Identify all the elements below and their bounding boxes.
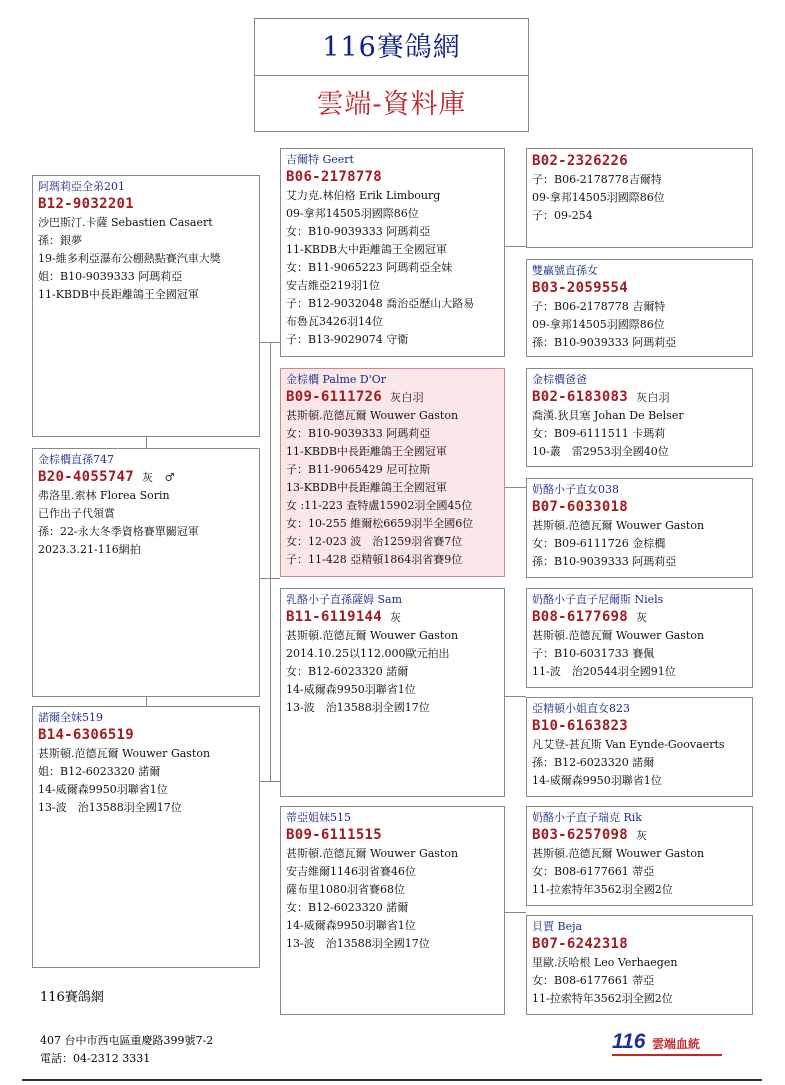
info-line: 安吉維爾1146羽省賽46位 [286,865,416,878]
pigeon-name: 雙贏號直孫女 [532,264,598,277]
info-line: 孫：B12-6023320 諾爾 [532,756,655,769]
info-line: 女：B09-6111511 卡瑪莉 [532,427,666,440]
footer-address: 407 台中市西屯區重慶路399號7-2 [40,1034,214,1047]
footer-phone: 電話：04-2312 3331 [40,1052,151,1065]
pedigree-box-c2 [280,368,505,577]
pigeon-name: 吉爾特 Geert [286,153,354,166]
color: 灰白羽 [390,391,424,404]
info-line: 14-威爾森9950羽聯省1位 [532,774,662,787]
pigeon-name: 貝賈 Beja [532,920,583,933]
ring-number: B02-2326226 [532,153,629,169]
info-line: 14-威爾森9950羽聯省1位 [38,783,168,796]
info-line: 里歐.沃哈根 Leo Verhaegen [532,956,678,969]
footer-site-name: 116賽鴿網 [40,990,104,1005]
info-line: 11-波 治20544羽全國91位 [532,665,676,678]
ring-number: B03-2059554 [532,280,629,296]
info-line: 10-叢 雷2953羽全國40位 [532,445,669,458]
info-line: 女：B10-9039333 阿瑪莉亞 [286,225,431,238]
info-line: 子：B13-9029074 守衛 [286,333,409,346]
pedigree-box-c4 [280,806,505,1015]
pedigree-box-b1 [32,175,260,437]
ring-number: B06-2178778 [286,169,383,185]
info-line: 2023.3.21-116網拍 [38,543,141,556]
info-line: 14-威爾森9950羽聯省1位 [286,919,416,932]
info-line: 女 :11-223 查特盧15902羽全國45位 [286,499,473,512]
ring-number: B09-6111515 [286,827,383,843]
ring-number: B02-6183083 灰白羽 [532,389,670,405]
pedigree-box-d6 [526,697,753,797]
pigeon-name: 蒂亞姐妹515 [286,811,351,824]
ring-number: B09-6111726 灰白羽 [286,389,424,405]
info-line: 13-KBDB中長距離鴿王全國冠軍 [286,481,447,494]
info-line: 艾力克.林伯格 Erik Limbourg [286,189,441,202]
info-line: 09-拿邦14505羽國際86位 [532,318,665,331]
info-line: 女：B08-6177661 蒂亞 [532,865,655,878]
logo-underline [612,1054,722,1056]
info-line: 女：B08-6177661 蒂亞 [532,974,655,987]
info-line: 布魯瓦3426羽14位 [286,315,383,328]
info-line: 2014.10.25以112.000歐元拍出 [286,647,450,660]
info-line: 11-KBDB大中距離鴿王全國冠軍 [286,243,447,256]
pigeon-name: 諾爾全妹519 [38,711,103,724]
info-line: 已作出子代領賞 [38,507,115,520]
brand-logo [612,1030,722,1058]
info-line: 弗洛里.索林 Florea Sorin [38,489,170,502]
connector-c4-d [504,912,526,913]
pedigree-box-d8 [526,915,753,1015]
info-line: 09-拿邦14505羽國際86位 [286,207,419,220]
info-line: 子：B12-9032048 喬治亞歷山大路易 [286,297,475,310]
info-line: 子：B11-9065429 尼可拉斯 [286,463,431,476]
pedigree-box-d2 [526,259,753,357]
info-line: 甚斯頓.范德瓦爾 Wouwer Gaston [286,847,459,860]
info-line: 14-威爾森9950羽聯省1位 [286,683,416,696]
info-line: 孫：22-永大冬季資格賽單關冠軍 [38,525,199,538]
color: 灰 [636,829,648,842]
info-line: 子：B06-2178778吉爾特 [532,173,662,186]
info-line: 姐：B10-9039333 阿瑪莉亞 [38,270,183,283]
logo-number: 116 [612,1030,646,1053]
info-line: 姐：B12-6023320 諾爾 [38,765,161,778]
pedigree-box-b2 [32,448,260,697]
pigeon-name: 亞精頓小姐直女823 [532,702,630,715]
connector-b3-c [260,781,280,782]
pigeon-name: 奶酪小子直子尼爾斯 Niels [532,593,664,606]
info-line: 薩布里1080羽省賽68位 [286,883,405,896]
pedigree-box-d5 [526,588,753,688]
pedigree-box-d4 [526,478,753,578]
info-line: 13-波 治13588羽全國17位 [38,801,182,814]
pedigree-box-c1 [280,148,505,357]
color: 灰 [390,611,402,624]
info-line: 子：B06-2178778 吉爾特 [532,300,666,313]
info-line: 11-KBDB中長距離鴿王全國冠軍 [286,445,447,458]
info-line: 孫：B10-9039333 阿瑪莉亞 [532,336,677,349]
info-line: 沙巴斯汀.卡薩 Sebastien Casaert [38,216,213,229]
color: 灰 [636,611,648,624]
info-line: 甚斯頓.范德瓦爾 Wouwer Gaston [532,519,705,532]
info-line: 子：09-254 [532,209,593,222]
pigeon-name: 奶酪小子直子瑞克 Rik [532,811,642,824]
connector-c2-d [504,487,526,488]
pigeon-name: 阿瑪莉亞全弟201 [38,180,125,193]
info-line: 女：B10-9039333 阿瑪莉亞 [286,427,431,440]
info-line: 甚斯頓.范德瓦爾 Wouwer Gaston [286,629,459,642]
info-line: 子：11-428 亞精頓1864羽省賽9位 [286,553,463,566]
info-line: 女：B12-6023320 諾爾 [286,901,409,914]
info-line: 孫：銀夢 [38,234,82,247]
bottom-divider [22,1079,762,1081]
connector-b1-b2 [146,437,147,448]
pigeon-name: 乳酪小子直孫薩姆 Sam [286,593,403,606]
ring-number: B14-6306519 [38,727,135,743]
info-line: 安吉維亞219羽1位 [286,279,380,292]
pedigree-box-c3 [280,588,505,797]
pigeon-name: 奶酪小子直女038 [532,483,619,496]
ring-number: B07-6242318 [532,936,629,952]
connector-c1-d [504,246,526,247]
info-line: 女：B11-9065223 阿瑪莉亞全妹 [286,261,453,274]
info-line: 甚斯頓.范德瓦爾 Wouwer Gaston [532,629,705,642]
info-line: 19-維多利亞瀑布公棚熱點賽汽車大獎 [38,252,221,265]
page-subtitle: 雲端-資料庫 [254,75,529,132]
ring-number: B03-6257098 灰 [532,827,648,843]
ring-number: B11-6119144 灰 [286,609,402,625]
pedigree-box-d1 [526,148,753,248]
ring-number: B07-6033018 [532,499,629,515]
ring-number: B08-6177698 灰 [532,609,648,625]
pigeon-name: 金棕櫚 Palme D'Or [286,373,387,386]
ring-number: B10-6163823 [532,718,629,734]
logo-text: 雲端血統 [652,1037,701,1051]
connector-b2-b3 [146,697,147,706]
info-line: 09-拿邦14505羽國際86位 [532,191,665,204]
info-line: 孫：B10-9039333 阿瑪莉亞 [532,555,677,568]
pigeon-name: 金棕櫚直孫747 [38,453,114,466]
info-line: 甚斯頓.范德瓦爾 Wouwer Gaston [38,747,211,760]
connector-c3-d [504,696,526,697]
pigeon-name: 金棕櫚爸爸 [532,373,587,386]
pedigree-box-d3 [526,368,753,467]
ring-number: B20-4055747 灰 ♂ [38,469,175,485]
info-line: 11-拉索特年3562羽全國2位 [532,883,673,896]
info-line: 甚斯頓.范德瓦爾 Wouwer Gaston [532,847,705,860]
color: 灰白羽 [636,391,670,404]
info-line: 凡艾登-甚瓦斯 Van Eynde-Goovaerts [532,738,725,751]
connector-c-left-bottom [270,578,271,781]
info-line: 13-波 治13588羽全國17位 [286,701,430,714]
page-title: 116賽鴿網 [254,18,529,76]
ring-number: B12-9032201 [38,196,135,212]
pedigree-box-b3 [32,706,260,968]
info-line: 女：B12-6023320 諾爾 [286,665,409,678]
info-line: 11-KBDB中長距離鴿王全國冠軍 [38,288,199,301]
pedigree-box-d7 [526,806,753,906]
info-line: 女：10-255 維爾松6659羽半全國6位 [286,517,474,530]
info-line: 甚斯頓.范德瓦爾 Wouwer Gaston [286,409,459,422]
info-line: 女：B09-6111726 金棕櫚 [532,537,666,550]
color-sex: 灰 ♂ [142,471,175,484]
info-line: 子：B10-6031733 賽佩 [532,647,655,660]
connector-c-left-top [270,342,271,578]
info-line: 11-拉索特年3562羽全國2位 [532,992,673,1005]
info-line: 喬漢.狄貝塞 Johan De Belser [532,409,684,422]
info-line: 女：12-023 波 治1259羽省賽7位 [286,535,463,548]
info-line: 13-波 治13588羽全國17位 [286,937,430,950]
